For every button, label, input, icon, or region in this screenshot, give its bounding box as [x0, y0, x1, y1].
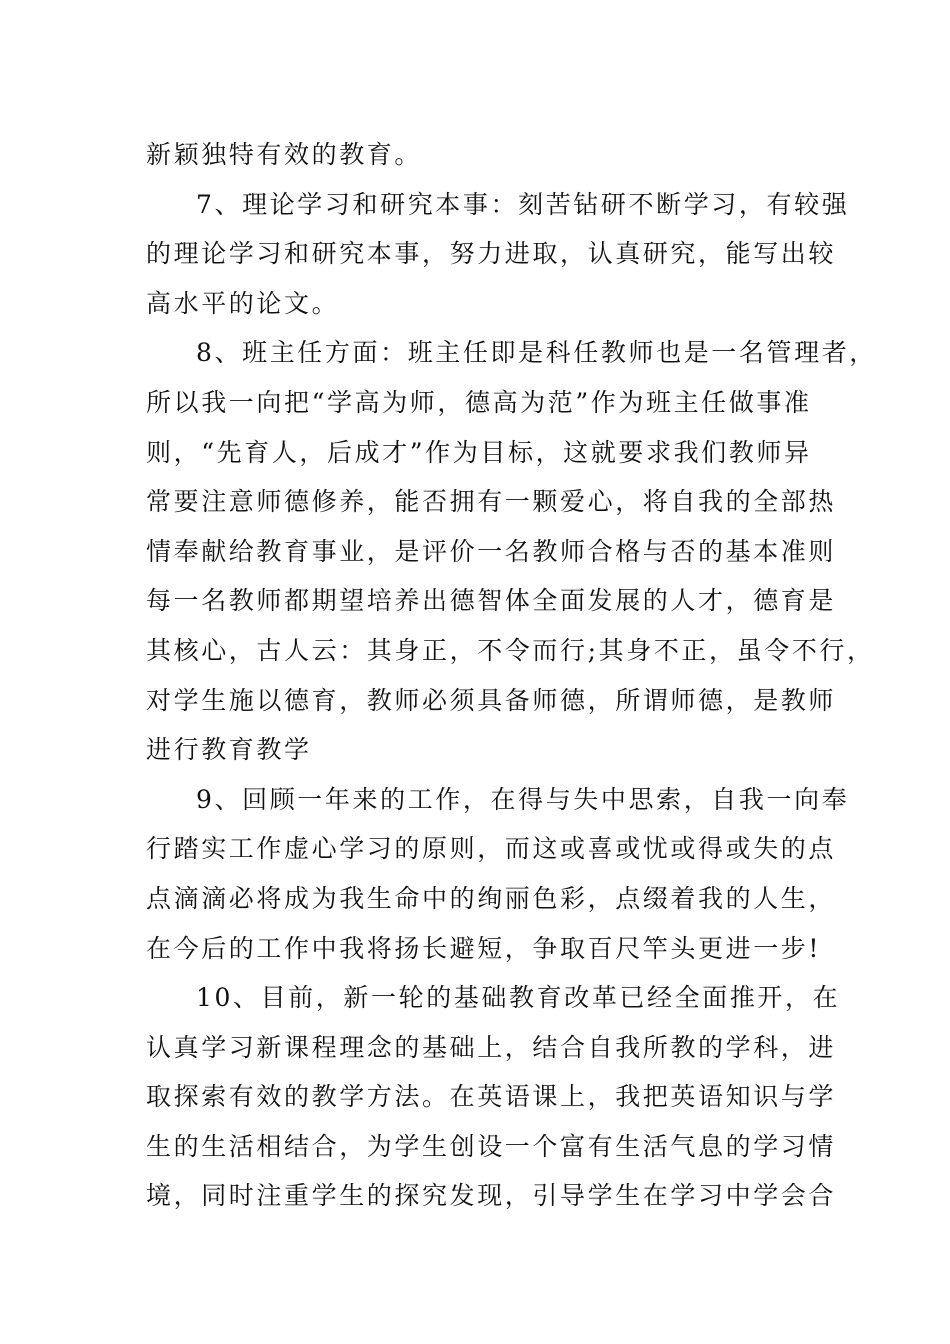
document-body [146, 130, 877, 1221]
text-line: 取探索有效的教学方法。在英语课上，我把英语知识与学 [146, 1082, 837, 1112]
text-line: 对学生施以德育，教师必须具备师德，所谓师德，是教师 [146, 685, 837, 715]
paragraph-start-item-8: 8、班主任方面：班主任即是科任教师也是一名管理者， [196, 338, 877, 368]
text-line: 常要注意师德修养，能否拥有一颗爱心，将自我的全部热 [146, 487, 837, 517]
text-line: 进行教育教学 [146, 735, 312, 765]
text-line: 则，“先育人，后成才”作为目标，这就要求我们教师异 [146, 437, 812, 467]
text-line: 点滴滴必将成为我生命中的绚丽色彩，点缀着我的人生， [146, 883, 837, 913]
paragraph-start-item-10: 10、目前，新一轮的基础教育改革已经全面推开，在 [196, 983, 841, 1013]
text-line: 其核心，古人云：其身正，不令而行;其身不正，虽令不行， [146, 635, 875, 665]
text-line: 新颖独特有效的教育。 [146, 140, 423, 169]
text-line: 境，同时注重学生的探究发现，引导学生在学习中学会合 [146, 1181, 837, 1211]
text-line: 情奉献给教育事业，是评价一名教师合格与否的基本准则 [146, 536, 837, 566]
text-line: 在今后的工作中我将扬长避短，争取百尺竿头更进一步! [146, 933, 822, 963]
text-line: 高水平的论文。 [146, 288, 340, 318]
paragraph-start-item-9: 9、回顾一年来的工作，在得与失中思索，自我一向奉 [196, 784, 850, 814]
text-line: 每一名教师都期望培养出德智体全面发展的人才，德育是 [146, 586, 837, 616]
paragraph-start-item-7: 7、理论学习和研究本事：刻苦钻研不断学习，有较强 [196, 189, 850, 219]
text-line: 认真学习新课程理念的基础上，结合自我所教的学科，进 [146, 1032, 837, 1062]
text-line: 所以我一向把“学高为师，德高为范”作为班主任做事准 [146, 387, 812, 417]
text-line: 的理论学习和研究本事，努力进取，认真研究，能写出较 [146, 239, 837, 269]
text-line: 生的生活相结合，为学生创设一个富有生活气息的学习情 [146, 1131, 837, 1161]
text-line: 行踏实工作虚心学习的原则，而这或喜或忧或得或失的点 [146, 834, 837, 864]
